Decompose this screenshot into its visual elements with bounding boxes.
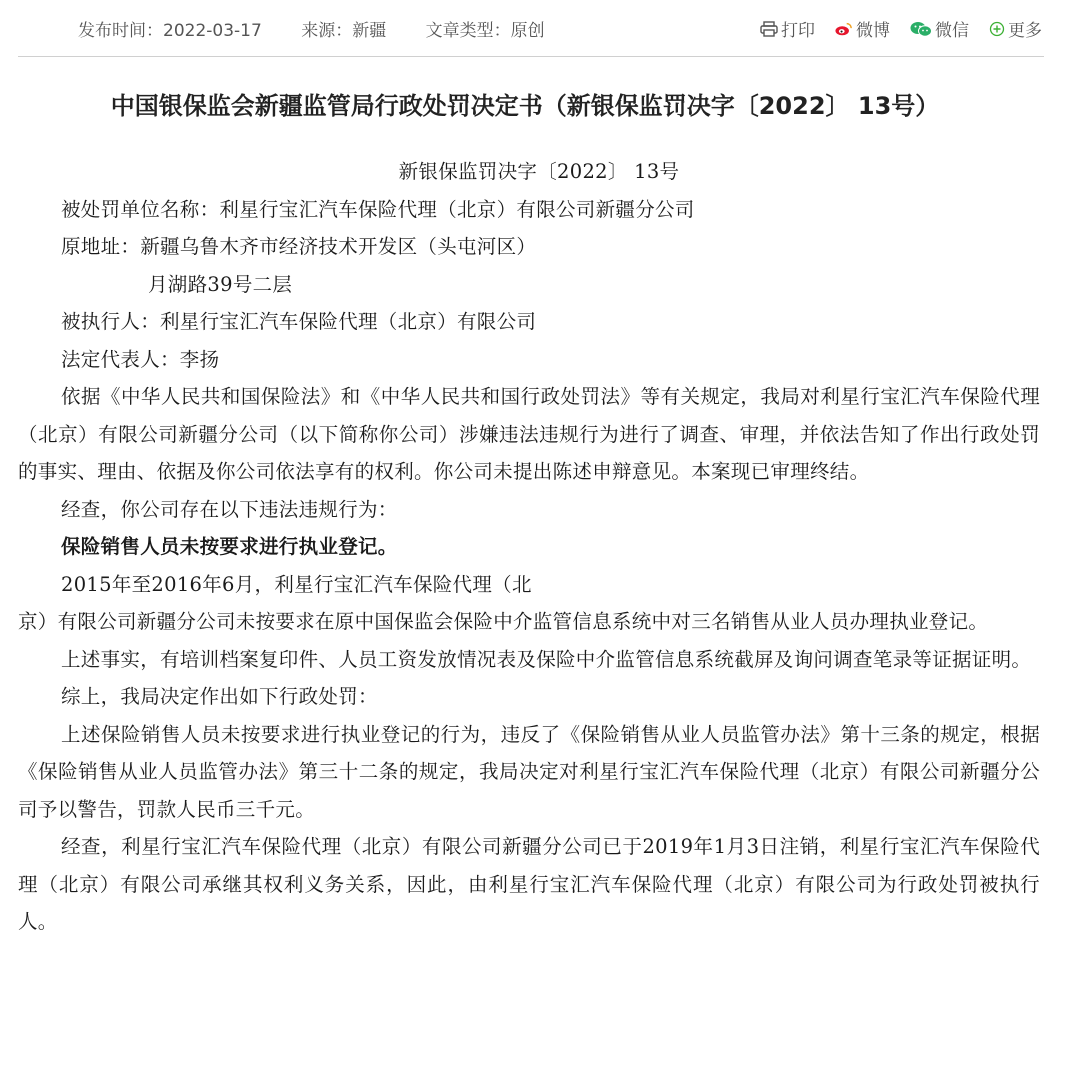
weibo-share-button[interactable] [835, 16, 890, 41]
violation-heading: 保险销售人员未按要求进行执业登记。 [61, 535, 398, 558]
source: 来源：新疆 [301, 21, 387, 41]
printer-icon [760, 21, 778, 37]
paragraph-succession: 经查，利星行宝汇汽车保险代理（北京）有限公司新疆分公司已于2019年1月3日注销，利星行宝汇汽车保险代理（北京）有限公司承继其权利义务关系，因此，由利星行宝汇汽车保险代理（北京）有限公司为行政处罚被执行人。 [18, 835, 1040, 933]
paragraph-decision: 上述保险销售人员未按要求进行执业登记的行为，违反了《保险销售从业人员监管办法》第十三条的规定，根据《保险销售从业人员监管办法》第三十二条的规定，我局决定对利星行宝汇汽车保险代理（北京）有限公司新疆分公司予以警告，罚款人民币三千元。 [18, 722, 1040, 821]
paragraph-decision-intro: 综上，我局决定作出如下行政处罚： [61, 685, 378, 708]
paragraph-found: 经查，你公司存在以下违法违规行为： [61, 497, 398, 521]
wechat-share-button[interactable] [910, 16, 969, 41]
publish-time: 发布时间：2022-03-17 [78, 21, 262, 41]
fact-line-1: 2015年至2016年6月，利星行宝汇汽车保险代理（北 [61, 572, 532, 596]
article-body [18, 153, 1040, 941]
original-address-cont: 月湖路39号二层 [148, 272, 293, 296]
wechat-icon [910, 21, 932, 37]
plus-circle-icon [989, 21, 1005, 37]
more-label: 更多 [1008, 21, 1042, 41]
document-number: 新银保监罚决字〔2022〕 13号 [398, 160, 680, 183]
penalized-entity: 被处罚单位名称：利星行宝汇汽车保险代理（北京）有限公司新疆分公司 [61, 197, 695, 221]
more-share-button[interactable] [989, 16, 1042, 41]
meta-info [78, 16, 579, 41]
article-type: 文章类型：原创 [425, 21, 545, 41]
share-toolbar [760, 16, 1042, 41]
executee: 被执行人：利星行宝汇汽车保险代理（北京）有限公司 [61, 310, 537, 333]
paragraph-basis: 依据《中华人民共和国保险法》和《中华人民共和国行政处罚法》等有关规定，我局对利星行宝汇汽车保险代理（北京）有限公司新疆分公司（以下简称你公司）涉嫌违法违规行为进行了调查、审理，并依法告知了作出行政处罚的事实、理由、依据及你公司依法享有的权利。你公司未提出陈述申辩意见。本案现已审理终结。 [18, 385, 1040, 483]
weibo-label: 微博 [856, 21, 890, 41]
legal-representative: 法定代表人：李扬 [61, 347, 220, 371]
print-label: 打印 [781, 21, 815, 41]
print-button[interactable] [760, 16, 815, 41]
paragraph-evidence: 上述事实，有培训档案复印件、人员工资发放情况表及保险中介监管信息系统截屏及询问调查笔录等证据证明。 [61, 647, 1032, 671]
weibo-icon [835, 21, 853, 37]
wechat-label: 微信 [935, 21, 969, 41]
article-meta-bar [18, 0, 1044, 57]
original-address: 原地址：新疆乌鲁木齐市经济技术开发区（头屯河区） [61, 235, 537, 258]
article-title: 中国银保监会新疆监管局行政处罚决定书（新银保监罚决字〔2022〕 13号） [110, 92, 940, 120]
fact-line-2: 京）有限公司新疆分公司未按要求在原中国保监会保险中介监管信息系统中对三名销售从业人员办理执业登记。 [18, 610, 989, 633]
